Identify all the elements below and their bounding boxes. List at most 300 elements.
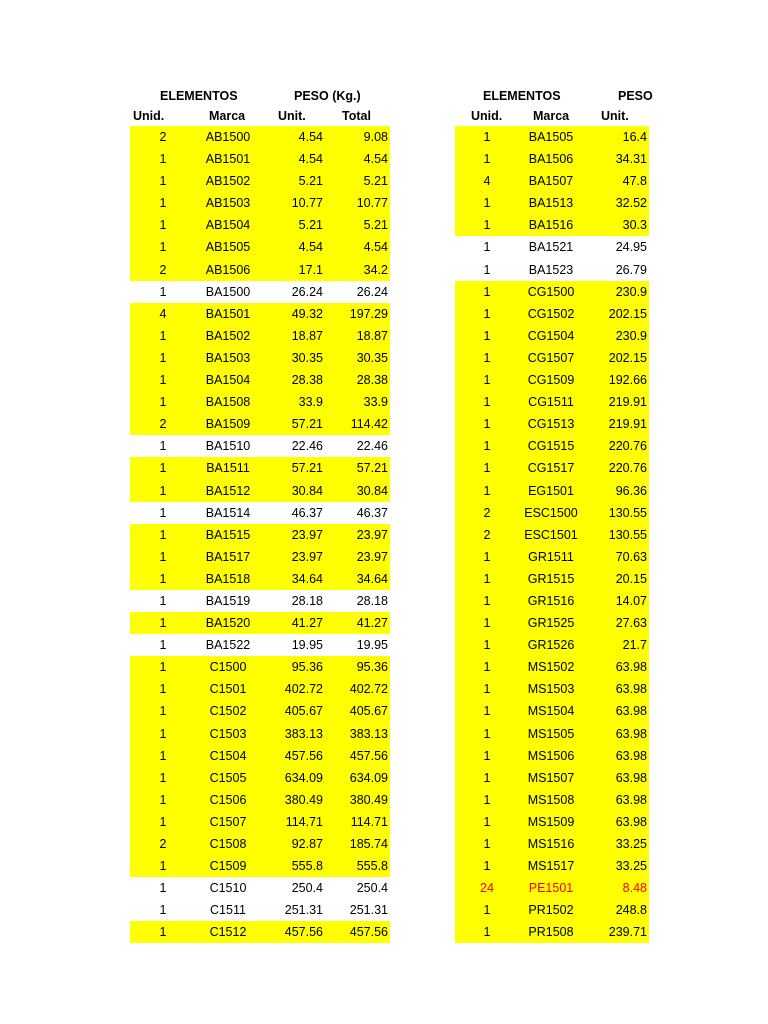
unit-cell: 41.27: [291, 616, 323, 631]
marca-cell: BA1520: [205, 616, 251, 631]
unit-cell: 63.98: [615, 682, 647, 697]
unit-cell: 230.9: [615, 328, 647, 343]
unit-cell: 23.97: [291, 527, 323, 542]
elementos-group-header: ELEMENTOS: [483, 89, 561, 103]
unit-cell: 457.56: [284, 748, 323, 763]
unit-cell: 634.09: [284, 770, 323, 785]
table-row: [455, 546, 649, 568]
unit-cell: 21.7: [622, 638, 647, 653]
marca-cell: MS1505: [527, 726, 575, 741]
total-cell: 26.24: [356, 284, 388, 299]
marca-cell: C1509: [209, 859, 247, 874]
unit-cell: 19.95: [291, 638, 323, 653]
marca-cell: AB1506: [205, 262, 251, 277]
total-cell: 402.72: [349, 682, 388, 697]
total-cell: 18.87: [356, 328, 388, 343]
table-row: [455, 921, 649, 943]
total-cell: 197.29: [349, 306, 388, 321]
peso-group-header: PESO (Kg.): [294, 89, 361, 103]
table-row: [455, 435, 649, 457]
marca-cell: GR1516: [527, 593, 575, 608]
marca-cell: MS1509: [527, 814, 575, 829]
elementos-group-header: ELEMENTOS: [160, 89, 238, 103]
marca-cell: AB1501: [205, 152, 251, 167]
unit-cell: 26.24: [291, 284, 323, 299]
table-row: [455, 656, 649, 678]
unit-cell: 17.1: [298, 262, 323, 277]
unit-cell: 63.98: [615, 660, 647, 675]
unid-cell: 1: [483, 837, 491, 851]
unit-cell: 402.72: [284, 682, 323, 697]
marca-cell: C1506: [209, 792, 247, 807]
table-row: [130, 656, 390, 678]
unit-cell: 4.54: [298, 130, 323, 144]
marca-cell: C1502: [209, 704, 247, 719]
unid-cell: 1: [483, 439, 491, 454]
table-row: [455, 325, 649, 347]
unit-cell: 33.25: [615, 837, 647, 851]
total-cell: 28.18: [356, 593, 388, 608]
total-cell: 9.08: [363, 130, 388, 144]
total-cell: 114.42: [350, 417, 388, 432]
table-row: [455, 700, 649, 722]
table-row: [130, 590, 390, 612]
table-row: [130, 259, 390, 281]
table-row: [130, 192, 390, 214]
table-row: [455, 811, 649, 833]
unid-cell: 1: [159, 439, 167, 454]
table-row: [455, 855, 649, 877]
marca-cell: BA1522: [205, 638, 251, 653]
unit-cell: 18.87: [291, 328, 323, 343]
unid-cell: 2: [159, 262, 167, 277]
unid-cell: 4: [483, 174, 491, 189]
table-row: [455, 877, 649, 899]
unit-cell: 57.21: [291, 461, 323, 476]
table-row: [455, 590, 649, 612]
unid-cell: 1: [159, 505, 167, 520]
unit-cell: 32.52: [615, 196, 647, 211]
unid-cell: 1: [483, 152, 491, 167]
marca-cell: C1507: [209, 814, 247, 829]
unid-cell: 1: [483, 770, 491, 785]
marca-cell: AB1503: [205, 196, 251, 211]
unit-cell: 63.98: [615, 748, 647, 763]
table-row: [130, 303, 390, 325]
unid-cell: 1: [483, 903, 491, 918]
unid-cell: 1: [159, 218, 167, 233]
table-row: [455, 192, 649, 214]
unid-cell: 1: [159, 174, 167, 189]
unid-cell: 24: [480, 881, 494, 896]
marca-cell: BA1514: [205, 505, 251, 520]
table-row: [455, 833, 649, 855]
unid-cell: 1: [159, 748, 167, 763]
unit-cell: 70.63: [615, 549, 647, 564]
unid-cell: 1: [483, 306, 491, 321]
total-cell: 457.56: [349, 748, 388, 763]
table-row: [455, 148, 649, 170]
unid-cell: 1: [483, 704, 491, 719]
unid-cell: 1: [159, 593, 167, 608]
marca-cell: C1501: [209, 682, 247, 697]
table-row: [130, 480, 390, 502]
total-cell: 30.35: [356, 350, 388, 365]
unit-cell: 130.55: [608, 527, 647, 542]
table-row: [130, 457, 390, 479]
unit-column-header: Unit.: [601, 109, 629, 123]
unit-cell: 405.67: [284, 704, 323, 719]
table-row: [455, 413, 649, 435]
unid-cell: 1: [159, 350, 167, 365]
peso-group-header: PESO: [618, 89, 653, 103]
marca-cell: BA1521: [528, 240, 574, 255]
marca-cell: MS1502: [527, 660, 575, 675]
unit-cell: 114.71: [285, 814, 323, 829]
marca-cell: C1510: [209, 881, 247, 896]
marca-cell: BA1507: [528, 174, 574, 189]
marca-cell: GR1515: [527, 571, 575, 586]
unit-cell: 10.77: [291, 196, 323, 211]
total-cell: 46.37: [356, 505, 388, 520]
unid-cell: 1: [483, 350, 491, 365]
unid-cell: 1: [483, 726, 491, 741]
marca-cell: BA1515: [205, 527, 251, 542]
marca-cell: BA1517: [205, 549, 251, 564]
table-row: [130, 612, 390, 634]
unid-cell: 1: [483, 792, 491, 807]
unit-cell: 57.21: [291, 417, 323, 432]
unit-cell: 16.4: [622, 130, 647, 144]
marca-cell: BA1511: [206, 461, 250, 476]
table-row: [130, 811, 390, 833]
unit-cell: 230.9: [615, 284, 647, 299]
marca-cell: MS1508: [527, 792, 575, 807]
unid-cell: 1: [159, 196, 167, 211]
total-column-header: Total: [342, 109, 371, 123]
unid-cell: 1: [483, 130, 491, 144]
unid-cell: 1: [159, 240, 167, 255]
marca-cell: AB1502: [205, 174, 251, 189]
unit-cell: 457.56: [284, 925, 323, 940]
table-row: [455, 170, 649, 192]
unit-cell: 14.07: [615, 593, 647, 608]
table-row: [130, 214, 390, 236]
unid-cell: 1: [159, 152, 167, 167]
table-row: [455, 391, 649, 413]
marca-cell: PR1508: [528, 925, 574, 940]
unit-cell: 248.8: [615, 903, 647, 918]
unit-cell: 192.66: [608, 373, 647, 388]
unid-column-header: Unid.: [133, 109, 165, 123]
marca-cell: CG1515: [527, 439, 575, 454]
marca-cell: AB1504: [205, 218, 251, 233]
total-cell: 23.97: [356, 527, 388, 542]
marca-cell: BA1500: [205, 284, 251, 299]
unit-cell: 63.98: [615, 704, 647, 719]
unid-cell: 1: [483, 593, 491, 608]
table-row: [130, 568, 390, 590]
column-header-row: [455, 106, 649, 126]
unid-cell: 1: [159, 682, 167, 697]
table-row: [455, 745, 649, 767]
marca-cell: C1512: [209, 925, 247, 940]
unid-cell: 1: [483, 417, 491, 432]
marca-cell: C1500: [209, 660, 247, 675]
table-row: [455, 480, 649, 502]
table-row: [455, 457, 649, 479]
marca-cell: BA1512: [205, 483, 251, 498]
table-row: [130, 413, 390, 435]
marca-column-header: Marca: [533, 109, 570, 123]
unit-cell: 63.98: [615, 792, 647, 807]
total-cell: 19.95: [356, 638, 388, 653]
unid-cell: 1: [159, 770, 167, 785]
table-row: [130, 546, 390, 568]
table-row: [130, 855, 390, 877]
marca-cell: AB1505: [205, 240, 251, 255]
table-row: [130, 634, 390, 656]
total-cell: 405.67: [349, 704, 388, 719]
table-row: [455, 259, 649, 281]
unid-cell: 1: [159, 483, 167, 498]
marca-cell: BA1510: [205, 439, 251, 454]
table-row: [130, 236, 390, 258]
unit-cell: 49.32: [291, 306, 323, 321]
table-row: [130, 877, 390, 899]
marca-cell: CG1513: [527, 417, 575, 432]
unid-cell: 1: [483, 240, 491, 255]
table-row: [130, 899, 390, 921]
marca-cell: BA1504: [205, 373, 251, 388]
marca-cell: CG1517: [527, 461, 575, 476]
table-row: [130, 921, 390, 943]
marca-cell: AB1500: [205, 130, 251, 144]
table-row: [455, 612, 649, 634]
table-row: [130, 723, 390, 745]
unit-cell: 24.95: [615, 240, 647, 255]
unid-cell: 1: [159, 616, 167, 631]
unit-cell: 219.91: [608, 395, 647, 410]
marca-cell: BA1518: [205, 571, 251, 586]
unit-cell: 4.54: [298, 152, 323, 167]
unit-cell: 5.21: [298, 218, 323, 233]
unid-cell: 2: [483, 505, 491, 520]
total-cell: 634.09: [349, 770, 388, 785]
marca-cell: BA1501: [205, 306, 251, 321]
unit-cell: 555.8: [291, 859, 323, 874]
unid-cell: 1: [483, 373, 491, 388]
total-cell: 383.13: [349, 726, 388, 741]
marca-cell: C1503: [209, 726, 247, 741]
unit-cell: 30.3: [622, 218, 647, 233]
unit-column-header: Unit.: [278, 109, 306, 123]
unit-cell: 92.87: [291, 837, 323, 851]
unit-cell: 4.54: [298, 240, 323, 255]
unit-cell: 63.98: [615, 726, 647, 741]
table-row: [130, 502, 390, 524]
unid-cell: 1: [159, 284, 167, 299]
unit-cell: 130.55: [608, 505, 647, 520]
table-row: [130, 767, 390, 789]
table-row: [455, 126, 649, 148]
total-cell: 380.49: [349, 792, 388, 807]
marca-cell: BA1509: [205, 417, 251, 432]
table-row: [130, 126, 390, 148]
unid-cell: 2: [483, 527, 491, 542]
unit-cell: 34.64: [291, 571, 323, 586]
table-row: [455, 789, 649, 811]
unit-cell: 380.49: [284, 792, 323, 807]
marca-cell: PE1501: [528, 881, 574, 896]
unid-cell: 1: [483, 859, 491, 874]
marca-cell: MS1517: [527, 859, 575, 874]
total-cell: 250.4: [356, 881, 388, 896]
left-table-body: [130, 126, 390, 943]
table-row: [455, 524, 649, 546]
total-cell: 34.64: [356, 571, 388, 586]
unid-cell: 2: [159, 417, 167, 432]
total-cell: 185.74: [349, 837, 388, 851]
unit-cell: 34.31: [615, 152, 647, 167]
unid-cell: 1: [159, 726, 167, 741]
unit-cell: 5.21: [298, 174, 323, 189]
unit-cell: 30.35: [291, 350, 323, 365]
unid-cell: 1: [159, 527, 167, 542]
table-row: [130, 391, 390, 413]
total-cell: 57.21: [356, 461, 388, 476]
unit-cell: 33.25: [615, 859, 647, 874]
table-row: [455, 214, 649, 236]
total-cell: 22.46: [356, 439, 388, 454]
unid-cell: 1: [159, 328, 167, 343]
total-cell: 555.8: [356, 859, 388, 874]
total-cell: 28.38: [356, 373, 388, 388]
marca-cell: BA1519: [205, 593, 251, 608]
group-header-row: [455, 86, 653, 106]
marca-cell: ESC1501: [524, 527, 578, 542]
unid-cell: 4: [159, 306, 167, 321]
unit-cell: 220.76: [608, 439, 647, 454]
total-cell: 5.21: [363, 218, 388, 233]
table-row: [455, 678, 649, 700]
total-cell: 5.21: [363, 174, 388, 189]
unid-cell: 1: [483, 682, 491, 697]
total-cell: 23.97: [356, 549, 388, 564]
unit-cell: 251.31: [284, 903, 323, 918]
marca-cell: BA1523: [528, 262, 574, 277]
unid-cell: 1: [159, 395, 167, 410]
table-row: [130, 678, 390, 700]
marca-cell: C1505: [209, 770, 247, 785]
unid-cell: 1: [159, 792, 167, 807]
marca-cell: C1504: [209, 748, 247, 763]
unid-cell: 1: [483, 748, 491, 763]
marca-cell: CG1500: [527, 284, 575, 299]
total-cell: 114.71: [350, 814, 388, 829]
unit-cell: 239.71: [608, 925, 647, 940]
unit-cell: 23.97: [291, 549, 323, 564]
table-row: [455, 236, 649, 258]
unit-cell: 202.15: [608, 350, 647, 365]
unid-column-header: Unid.: [471, 109, 503, 123]
unit-cell: 22.46: [291, 439, 323, 454]
marca-cell: MS1503: [527, 682, 575, 697]
unid-cell: 1: [159, 881, 167, 896]
table-row: [455, 303, 649, 325]
marca-cell: EG1501: [528, 483, 574, 498]
unit-cell: 95.36: [291, 660, 323, 675]
marca-cell: CG1509: [527, 373, 575, 388]
right-weights-table: [455, 86, 653, 943]
unit-cell: 220.76: [608, 461, 647, 476]
unid-cell: 1: [483, 616, 491, 631]
right-table-body: [455, 126, 649, 943]
unid-cell: 2: [159, 130, 167, 144]
table-row: [130, 833, 390, 855]
total-cell: 457.56: [349, 925, 388, 940]
table-row: [455, 369, 649, 391]
left-weights-table: [130, 86, 390, 943]
unid-cell: 1: [159, 704, 167, 719]
unid-cell: 1: [483, 196, 491, 211]
table-row: [455, 899, 649, 921]
unid-cell: 1: [483, 638, 491, 653]
unid-cell: 1: [483, 395, 491, 410]
marca-cell: BA1505: [528, 130, 574, 144]
unid-cell: 1: [483, 328, 491, 343]
unid-cell: 1: [483, 262, 491, 277]
unid-cell: 1: [159, 903, 167, 918]
table-row: [455, 568, 649, 590]
unit-cell: 219.91: [608, 417, 647, 432]
group-header-row: [130, 86, 390, 106]
marca-cell: BA1506: [528, 152, 574, 167]
unit-cell: 28.38: [291, 373, 323, 388]
table-row: [130, 700, 390, 722]
unid-cell: 1: [159, 925, 167, 940]
table-row: [130, 745, 390, 767]
unid-cell: 1: [483, 925, 491, 940]
marca-cell: CG1504: [527, 328, 575, 343]
unid-cell: 1: [483, 284, 491, 299]
marca-cell: MS1507: [527, 770, 575, 785]
unid-cell: 1: [159, 461, 167, 476]
unit-cell: 202.15: [608, 306, 647, 321]
total-cell: 41.27: [356, 616, 388, 631]
unid-cell: 1: [159, 373, 167, 388]
marca-cell: ESC1500: [524, 505, 578, 520]
table-row: [455, 723, 649, 745]
table-row: [130, 369, 390, 391]
marca-cell: BA1502: [205, 328, 251, 343]
marca-cell: GR1511: [528, 549, 574, 564]
table-row: [130, 148, 390, 170]
unid-cell: 1: [159, 814, 167, 829]
marca-cell: BA1503: [205, 350, 251, 365]
marca-cell: CG1502: [527, 306, 575, 321]
unid-cell: 1: [159, 571, 167, 586]
marca-cell: BA1516: [528, 218, 574, 233]
table-row: [130, 524, 390, 546]
unit-cell: 33.9: [298, 395, 323, 410]
total-cell: 33.9: [363, 395, 388, 410]
unid-cell: 1: [159, 638, 167, 653]
unit-cell: 96.36: [615, 483, 647, 498]
table-row: [455, 347, 649, 369]
unid-cell: 1: [483, 660, 491, 675]
total-cell: 4.54: [363, 240, 388, 255]
